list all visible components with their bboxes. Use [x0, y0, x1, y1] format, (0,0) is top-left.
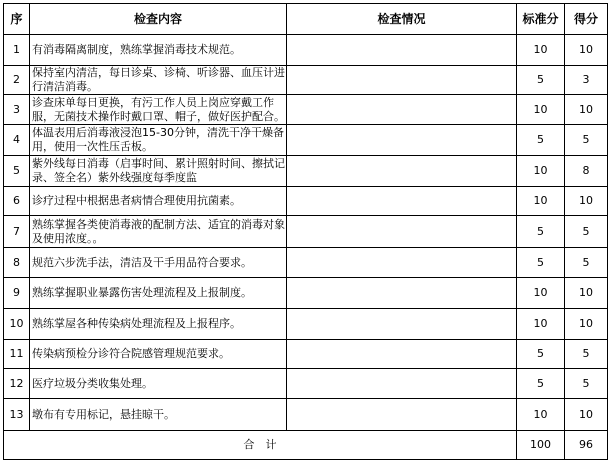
row-content: 保持室内清洁，每日诊桌、诊椅、听诊器、血压计进行清洁消毒。: [30, 66, 287, 95]
total-score: 96: [565, 431, 608, 460]
row-standard: 10: [517, 35, 565, 66]
table-row: [4, 66, 608, 95]
header-standard: 标准分: [517, 4, 565, 35]
row-content: 熟练掌屋各种传染病处理流程及上报程序。: [30, 309, 287, 340]
row-content: 规范六步洗手法，清洁及干手用品符合要求。: [30, 248, 287, 278]
row-seq: 10: [4, 309, 30, 340]
header-content: 检查内容: [30, 4, 287, 35]
row-standard: 5: [517, 369, 565, 399]
table-row: [4, 399, 608, 431]
row-score: 5: [565, 340, 608, 369]
row-score: 10: [565, 399, 608, 431]
row-score: 10: [565, 95, 608, 125]
row-seq: 3: [4, 95, 30, 125]
table-row: [4, 125, 608, 156]
row-situation[interactable]: [287, 399, 517, 431]
row-situation[interactable]: [287, 248, 517, 278]
row-standard: 10: [517, 278, 565, 309]
row-standard: 5: [517, 248, 565, 278]
row-score: 10: [565, 309, 608, 340]
row-content: 传染病预检分诊符合院感管理规范要求。: [30, 340, 287, 369]
row-situation[interactable]: [287, 369, 517, 399]
table-row: [4, 278, 608, 309]
row-situation[interactable]: [287, 187, 517, 216]
row-standard: 10: [517, 187, 565, 216]
row-score: 5: [565, 125, 608, 156]
header-score: 得分: [565, 4, 608, 35]
row-seq: 4: [4, 125, 30, 156]
table-row: [4, 248, 608, 278]
table-row: [4, 95, 608, 125]
total-row: [4, 431, 608, 460]
row-situation[interactable]: [287, 156, 517, 187]
table-row: [4, 369, 608, 399]
total-standard: 100: [517, 431, 565, 460]
row-content: 熟练掌握各类使消毒液的配制方法、适宜的消毒对象及使用浓度。。: [30, 216, 287, 248]
row-standard: 10: [517, 95, 565, 125]
header-row: [4, 4, 608, 35]
total-label: 合 计: [4, 431, 517, 460]
row-content: 诊疗过程中根据患者病情合理使用抗菌素。: [30, 187, 287, 216]
row-standard: 10: [517, 309, 565, 340]
row-score: 3: [565, 66, 608, 95]
row-content: 熟练掌握职业暴露伤害处理流程及上报制度。: [30, 278, 287, 309]
table-row: [4, 216, 608, 248]
row-seq: 11: [4, 340, 30, 369]
row-situation[interactable]: [287, 95, 517, 125]
row-standard: 10: [517, 156, 565, 187]
row-score: 10: [565, 187, 608, 216]
row-seq: 6: [4, 187, 30, 216]
row-score: 5: [565, 248, 608, 278]
row-situation[interactable]: [287, 125, 517, 156]
row-standard: 10: [517, 399, 565, 431]
row-content: 墩布有专用标记，悬挂晾干。: [30, 399, 287, 431]
row-seq: 7: [4, 216, 30, 248]
row-seq: 2: [4, 66, 30, 95]
header-situation: 检查情况: [287, 4, 517, 35]
row-standard: 5: [517, 66, 565, 95]
row-situation[interactable]: [287, 309, 517, 340]
row-content: 诊查床单每日更换，有污工作人员上岗应穿戴工作服，无菌技术操作时戴口罩、帽子，做好医护配合。: [30, 95, 287, 125]
row-seq: 13: [4, 399, 30, 431]
row-situation[interactable]: [287, 216, 517, 248]
row-seq: 5: [4, 156, 30, 187]
row-score: 10: [565, 278, 608, 309]
row-situation[interactable]: [287, 340, 517, 369]
table-row: [4, 187, 608, 216]
table-row: [4, 309, 608, 340]
row-content: 有消毒隔离制度，熟练掌握消毒技术规范。: [30, 35, 287, 66]
row-content: 紫外线每日消毒（启事时间、累计照射时间、擦拭记录、签全名）紫外线强度每季度监: [30, 156, 287, 187]
row-situation[interactable]: [287, 278, 517, 309]
row-seq: 12: [4, 369, 30, 399]
table-row: [4, 35, 608, 66]
row-seq: 1: [4, 35, 30, 66]
row-content: 体温表用后消毒液浸泡15-30分钟，清洗干净干燥备用，使用一次性压舌板。: [30, 125, 287, 156]
row-situation[interactable]: [287, 66, 517, 95]
row-score: 5: [565, 369, 608, 399]
row-score: 10: [565, 35, 608, 66]
table-row: [4, 340, 608, 369]
row-content: 医疗垃圾分类收集处理。: [30, 369, 287, 399]
row-standard: 5: [517, 216, 565, 248]
row-seq: 8: [4, 248, 30, 278]
row-score: 5: [565, 216, 608, 248]
row-standard: 5: [517, 340, 565, 369]
table-row: [4, 156, 608, 187]
row-situation[interactable]: [287, 35, 517, 66]
row-seq: 9: [4, 278, 30, 309]
inspection-table: [3, 3, 608, 460]
header-seq: 序: [4, 4, 30, 35]
row-score: 8: [565, 156, 608, 187]
row-standard: 5: [517, 125, 565, 156]
